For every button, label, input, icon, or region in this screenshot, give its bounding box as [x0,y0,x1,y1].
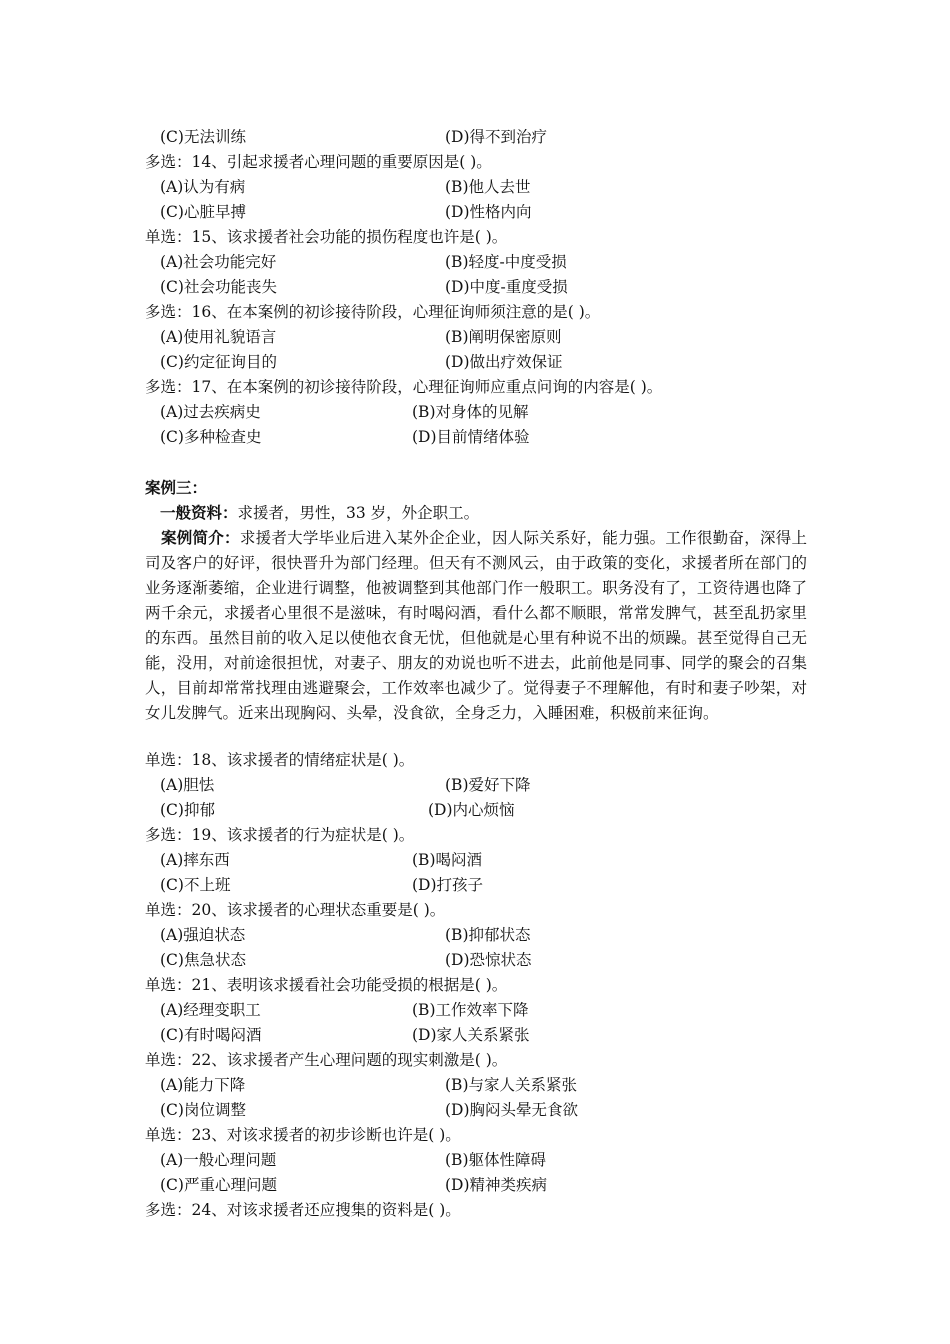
case-brief-label: 案例简介： [161,528,240,547]
q17-stem: 多选：17、在本案例的初诊接待阶段，心理征询师应重点问询的内容是( )。 [145,378,663,396]
q21-option-a: (A)经理变职工 [160,1001,261,1019]
q18-stem: 单选：18、该求援者的情绪症状是( )。 [145,751,415,769]
q22-option-b: (B)与家人关系紧张 [445,1076,577,1094]
q16-option-a: (A)使用礼貌语言 [160,328,277,346]
q16-stem: 多选：16、在本案例的初诊接待阶段，心理征询师须注意的是( )。 [145,303,601,321]
q23-option-d: (D)精神类疾病 [445,1176,548,1194]
q22-option-a: (A)能力下降 [160,1076,246,1094]
q15-stem: 单选：15、该求援者社会功能的损伤程度也许是( )。 [145,228,508,246]
q15-option-b: (B)轻度-中度受损 [445,253,567,271]
q20-option-a: (A)强迫状态 [160,926,246,944]
q19-option-c: (C)不上班 [160,876,231,894]
q23-stem: 单选：23、对该求援者的初步诊断也许是( )。 [145,1126,461,1144]
q15-option-d: (D)中度-重度受损 [445,278,568,296]
q19-option-d: (D)打孩子 [412,876,484,894]
q21-option-d: (D)家人关系紧张 [412,1026,530,1044]
q19-option-b: (B)喝闷酒 [412,851,482,869]
q13-option-d: (D)得不到治疗 [445,128,548,146]
q14-option-d: (D)性格内向 [445,203,532,221]
q14-option-b: (B)他人去世 [445,178,531,196]
q14-option-a: (A)认为有病 [160,178,246,196]
q23-option-b: (B)躯体性障碍 [445,1151,546,1169]
q16-option-d: (D)做出疗效保证 [445,353,563,371]
general-info-label: 一般资料： [160,503,238,522]
q17-option-d: (D)目前情绪体验 [412,428,530,446]
q24-stem: 多选：24、对该求援者还应搜集的资料是( )。 [145,1201,461,1219]
q15-option-a: (A)社会功能完好 [160,253,277,271]
q17-option-a: (A)过去疾病史 [160,403,261,421]
case3-general-info [160,500,479,525]
q15-option-c: (C)社会功能丧失 [160,278,277,296]
q21-stem: 单选：21、表明该求援看社会功能受损的根据是( )。 [145,976,508,994]
q20-option-d: (D)恐惊状态 [445,951,532,969]
q23-option-a: (A)一般心理问题 [160,1151,277,1169]
q16-option-c: (C)约定征询目的 [160,353,277,371]
q20-stem: 单选：20、该求援者的心理状态重要是( )。 [145,901,446,919]
q14-stem: 多选：14、引起求援者心理问题的重要原因是( )。 [145,153,492,171]
q17-option-b: (B)对身体的见解 [412,403,529,421]
case-brief-text: 求援者大学毕业后进入某外企企业，因人际关系好，能力强。工作很勤奋，深得上司及客户的好评，很快晋升为部门经理。但天有不测风云，由于政策的变化，求援者所在部门的业务逐渐萎缩，企业进行调整，他被调整到其他部门作一般职工。职务没有了，工资待遇也降了两千余元，求援者心里很不是滋味，有时喝闷酒，看什么都不顺眼，常常发脾气，甚至乱扔家里的东西。虽然目前的收入足以使他衣食无忧，但他就是心里有种说不出的烦躁。甚至觉得自己无能，没用，对前途很担忧，对妻子、朋友的劝说也听不进去，此前他是同事、同学的聚会的召集人，目前却常常找理由逃避聚会，工作效率也减少了。觉得妻子不理解他，有时和妻子吵架，对女儿发脾气。近来出现胸闷、头晕，没食欲，全身乏力，入睡困难，积极前来征询。 [145,529,807,722]
q20-option-c: (C)焦急状态 [160,951,246,969]
q22-stem: 单选：22、该求援者产生心理问题的现实刺激是( )。 [145,1051,508,1069]
q21-option-b: (B)工作效率下降 [412,1001,529,1019]
q18-option-b: (B)爱好下降 [445,776,531,794]
q19-option-a: (A)摔东西 [160,851,230,869]
q14-option-c: (C)心脏早搏 [160,203,246,221]
q19-stem: 多选：19、该求援者的行为症状是( )。 [145,826,415,844]
q22-option-c: (C)岗位调整 [160,1101,246,1119]
q16-option-b: (B)阐明保密原则 [445,328,562,346]
q18-option-d: (D)内心烦恼 [428,801,515,819]
q23-option-c: (C)严重心理问题 [160,1176,277,1194]
q17-option-c: (C)多种检查史 [160,428,262,446]
q13-option-c: (C)无法训练 [160,128,246,146]
case3-brief [145,525,807,726]
q20-option-b: (B)抑郁状态 [445,926,531,944]
q18-option-a: (A)胆怯 [160,776,215,794]
general-info-text: 求援者，男性，33 岁，外企职工。 [237,504,480,522]
q22-option-d: (D)胸闷头晕无食欲 [445,1101,579,1119]
q18-option-c: (C)抑郁 [160,801,215,819]
case3-title: 案例三： [145,478,208,497]
q21-option-c: (C)有时喝闷酒 [160,1026,262,1044]
